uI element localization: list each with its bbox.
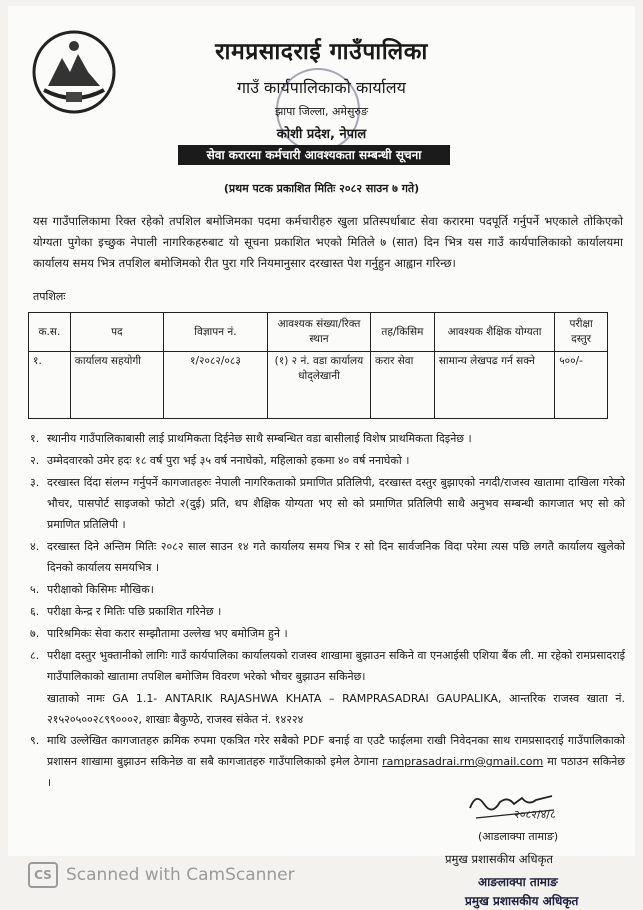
list-item: ५. परीक्षाको किसिमः मौखिक। — [30, 583, 154, 596]
watermark-text: Scanned with CamScanner — [66, 865, 295, 885]
office-address: झापा जिल्ला, अमेसुरुङ — [274, 105, 369, 118]
cell-vacancy: (१) २ नं. वडा कार्यालय धोद्लेखानी — [267, 352, 370, 419]
table-row — [29, 352, 608, 419]
signatory-post: प्रमुख प्रशासकीय अधिकृत — [445, 852, 553, 866]
bank-account-info: खाताको नामः GA 1.1- ANTARIK RAJASHWA KHATA – RAMPRASADRAI GAUPALIKA, आन्तरिक राजस्व खाता नं. २१५२०५००२८९९०००२, शाखाः बैकुण्ठे, राजस्व संकेत नं. १४२२४ — [47, 692, 625, 726]
list-item: ३. दरखास्त दिंदा संलग्न गर्नुपर्ने कागजातहरुः नेपाली नागरिकताको प्रमाणित प्रतिलिपी, दरखास्त दस्तुर बुझाएको नगदी/राजस्व खातामा दाखिला गरेको भौचर, पासपोर्ट साइजको फोटो २(दुई) प्रति, थप शैक्षिक योग्यता भए सो को प्रमाणित प्रतिलिपी साथै अनुभव सम्बन्धी कागजात भए सो को प्रमाणित प्रतिलिपी । — [30, 476, 625, 531]
publication-date: (प्रथम पटक प्रकाशित मितिः २०८२ साउन ७ गते) — [223, 182, 420, 195]
col-header: पद — [70, 313, 163, 352]
list-item: ६. परीक्षा केन्द्र र मितिः पछि प्रकाशित गरिनेछ । — [30, 605, 222, 618]
col-header: आवश्यक शैक्षिक योग्यता — [434, 313, 554, 352]
col-header: क.स. — [29, 313, 71, 352]
signature-date: २०८२/४/८ — [514, 808, 556, 821]
notice-banner: सेवा करारमा कर्मचारी आवश्यकता सम्बन्धी सूचना — [178, 145, 450, 165]
cell-serial: १. — [29, 352, 71, 419]
list-item: ८. परीक्षा दस्तुर भुक्तानीको लागिः गाउँ कार्यपालिका कार्यालयको राजस्व शाखामा बुझाउन सकिने वा एनआईसी एशिया बैंक ली. मा रहेको रामप्रसादराई गाउँपालिकाको खातामा तपशिल बमोजिम विवरण भरेको भौचर बुझाउन सकिनेछ। — [30, 649, 625, 683]
scanner-watermark — [28, 862, 295, 888]
camscanner-icon: CS — [28, 862, 58, 888]
stamp-name: आङलाक्पा तामाङ — [478, 875, 558, 889]
stamp-post: प्रमुख प्रशासकीय अधिकृत — [465, 894, 579, 908]
vacancy-table — [28, 312, 608, 419]
cell-post: कार्यालय सहयोगी — [70, 352, 163, 419]
cell-fee: ५००/- — [555, 352, 608, 419]
list-item: ९. माथि उल्लेखित कागजातहरु क्रमिक रुपमा एकत्रित गरेर सबैको PDF बनाई वा एउटै फाईलमा राखी निवेदनका साथ रामप्रसादराई गाउँपालिकाको प्रशासन शाखामा बुझाउन सकिनेछ वा सबै कागजातहरु गाउँपालिकाको इमेल ठेगाना ramprasadrai.rm@gmail.com मा पठाउन सकिनेछ । — [30, 734, 626, 789]
email-link[interactable]: ramprasadrai.rm@gmail.com — [382, 755, 544, 768]
col-header: विज्ञापन नं. — [163, 313, 267, 352]
col-header: आवश्यक संख्या/रिक्त स्थान — [267, 313, 370, 352]
office-name: गाउँ कार्यपालिकाको कार्यालय — [237, 78, 406, 97]
signature-mark — [462, 786, 562, 826]
list-item: ७. पारिश्रमिकः सेवा करार सम्झौतामा उल्लेख भए बमोजिम हुने । — [30, 627, 288, 640]
details-label: तपशिलः — [33, 290, 66, 303]
list-item: १. स्थानीय गाउँपालिकाबासी लाई प्राथमिकता दिईनेछ साथै सम्बन्धित वडा बासीलाई विशेष प्राथमिकता दिइनेछ । — [30, 432, 472, 445]
notes-list — [30, 428, 625, 794]
signatory-name: (आडलाक्पा तामाङ) — [478, 830, 559, 843]
col-header: तह/किसिम — [371, 313, 435, 352]
table-header-row — [29, 313, 608, 352]
cell-qualification: सामान्य लेखपढ गर्न सक्ने — [434, 352, 554, 419]
intro-paragraph: यस गाउँपालिकामा रिक्त रहेको तपशिल बमोजिमका पदमा कर्मचारीहरु खुला प्रतिस्पर्धाबाट सेवा करारमा पदपूर्ति गर्नुपर्ने भएकाले तोकिएको योग्यता पुगेका इच्छुक नेपाली नागरिकहरुबाट यो सूचना प्रकाशित भएको मितिले ७ (सात) दिन भित्र यस गाउँ कार्यपालिकाको कार्यालयमा कार्यालय समय भित्र तपशिल बमोजिमको रीत पुरा गरि नियमानुसार दरखास्त पेश गर्नुहुन आह्वान गरिन्छ। — [33, 214, 623, 270]
cell-level: करार सेवा — [371, 352, 435, 419]
province-name: कोशी प्रदेश, नेपाल — [276, 127, 367, 142]
cell-ad-number: १/२०८२/०८३ — [163, 352, 267, 419]
list-item: ४. दरखास्त दिने अन्तिम मितिः २०८२ साल साउन १४ गते कार्यालय समय भित्र र सो दिन सार्वजनिक विदा परेमा त्यस पछि लगतै कार्यालय खुलेको दिनको कार्यालय समयभित्र । — [30, 540, 625, 574]
list-item: २. उम्मेदवारको उमेर हदः १८ वर्ष पुरा भई ३५ वर्ष ननाघेको, महिलाको हकमा ४० वर्ष ननाघेको । — [30, 454, 410, 467]
municipality-title: रामप्रसादराई गाउँपालिका — [215, 39, 428, 65]
col-header: परीक्षा दस्तुर — [555, 313, 608, 352]
